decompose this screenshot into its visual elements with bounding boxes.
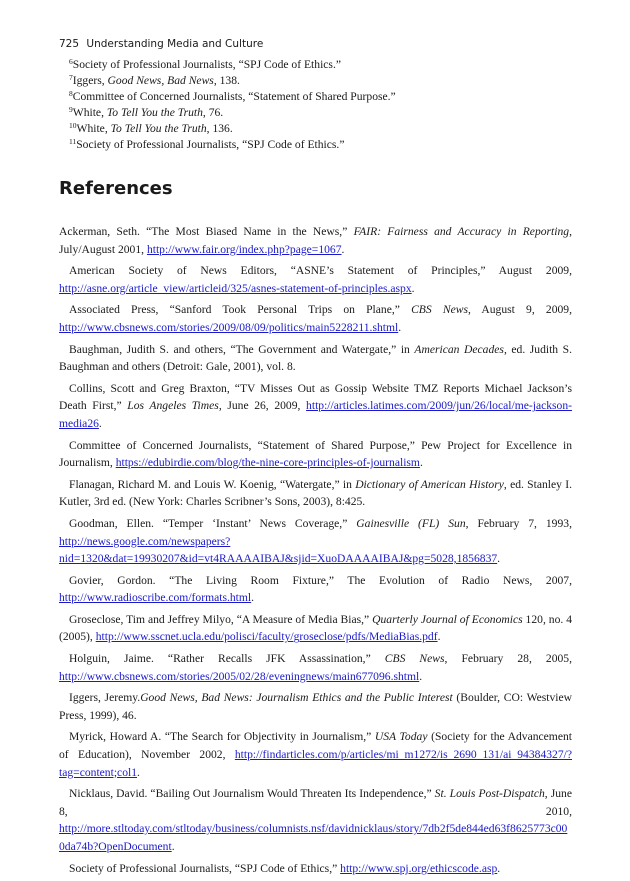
reference-text: Iggers, Jeremy.: [69, 691, 141, 705]
endnote-number: 8: [69, 89, 73, 98]
reference-link[interactable]: http://www.cbsnews.com/stories/2005/02/28/eveningnews/main677096.shtml: [59, 669, 420, 683]
reference-text: 120, no. 4 (2005),: [59, 612, 573, 644]
endnote: [69, 89, 569, 105]
reference-text: Committee of Concerned Journalists, “Statement of Shared Purpose,” Pew Project for Excellence in Journalism,: [59, 438, 572, 470]
reference-entry: [59, 437, 572, 472]
reference-text: .: [497, 552, 501, 566]
reference-text: .: [137, 765, 140, 779]
endnote-number: 11: [69, 137, 77, 146]
endnote: [69, 57, 569, 73]
reference-text: Myrick, Howard A. “The Search for Objectivity in Journalism,”: [69, 730, 375, 744]
endnote-text: , 138.: [213, 74, 240, 87]
reference-link[interactable]: https://edubirdie.com/blog/the-nine-core-principles-of-journalism: [115, 456, 420, 470]
reference-entry: [59, 223, 572, 258]
reference-text: Nicklaus, David. “Bailing Out Journalism Would Threaten Its Independence,”: [69, 787, 435, 801]
reference-text: .: [171, 840, 175, 853]
endnote-number: 9: [69, 105, 73, 114]
reference-link[interactable]: http://www.radioscribe.com/formats.html: [59, 591, 252, 605]
reference-source-title: CBS News: [411, 303, 468, 317]
endnote-text: White,: [72, 106, 107, 119]
running-header: [59, 38, 263, 50]
reference-source-title: USA Today: [374, 730, 428, 744]
reference-text: (Boulder, CO: Westview Press, 1999), 46.: [59, 691, 572, 722]
reference-entry: [59, 785, 572, 855]
reference-entry: [59, 380, 572, 433]
reference-entry: [59, 611, 572, 646]
reference-link[interactable]: http://findarticles.com/p/articles/mi_m1272/is_2690_131/ai_94384327/?tag=content;col1: [59, 748, 572, 779]
endnote-text: , 76.: [202, 106, 224, 119]
reference-text: Goodman, Ellen. “Temper ‘Instant’ News Coverage,”: [69, 516, 357, 530]
reference-text: .: [251, 591, 255, 605]
endnote-text: Iggers,: [72, 74, 108, 87]
reference-source-title: Dictionary of American History: [355, 477, 504, 491]
references-list: [59, 223, 572, 881]
reference-text: .: [419, 669, 423, 683]
endnotes-list: [69, 57, 569, 153]
reference-entry: [59, 515, 572, 568]
reference-entry: [59, 650, 572, 685]
reference-text: , ed. Judith S. Baughman and others (Detroit: Gale, 2001), vol. 8.: [59, 342, 572, 374]
reference-text: Holguin, Jaime. “Rather Recalls JFK Assassination,”: [69, 652, 385, 666]
reference-text: .: [98, 416, 102, 430]
reference-text: , ed. Stanley I. Kutler, 3rd ed. (New York: Charles Scribner’s Sons, 2003), 8:425.: [59, 477, 572, 509]
references-heading: References: [59, 178, 173, 199]
reference-source-title: CBS News: [384, 652, 445, 666]
reference-source-title: St. Louis Post-Dispatch: [434, 787, 545, 801]
reference-text: Ackerman, Seth. “The Most Biased Name in the News,”: [59, 225, 354, 238]
endnote: [69, 137, 569, 153]
reference-text: (Society for the Advancement of Education), November 2002,: [59, 730, 572, 762]
reference-text: , August 9, 2009,: [467, 303, 573, 317]
reference-text: , June 8, 2010,: [59, 787, 572, 818]
endnote: [69, 121, 569, 137]
reference-entry: [59, 728, 572, 781]
endnote: [69, 105, 569, 121]
reference-text: .: [411, 281, 415, 295]
reference-text: Society of Professional Journalists, “SPJ Code of Ethics,”: [69, 861, 341, 875]
reference-entry: [59, 341, 572, 376]
reference-text: Baughman, Judith S. and others, “The Government and Watergate,” in: [69, 342, 415, 356]
reference-text: , February 7, 1993,: [465, 516, 572, 530]
endnote: [69, 73, 569, 89]
reference-link[interactable]: http://www.spj.org/ethicscode.asp: [340, 861, 498, 875]
reference-text: , February 28, 2005,: [444, 652, 572, 666]
endnote-number: 7: [69, 73, 73, 82]
reference-text: Flanagan, Richard M. and Louis W. Koenig, “Watergate,” in: [69, 477, 356, 491]
reference-link[interactable]: http://news.google.com/newspapers?nid=1320&dat=19930207&id=vt4RAAAAIBAJ&sjid=XuoDAAAAIBAJ&pg=5028,1856837: [59, 534, 498, 566]
reference-source-title: Gainesville (FL) Sun: [356, 516, 466, 530]
reference-text: Groseclose, Tim and Jeffrey Milyo, “A Measure of Media Bias,”: [69, 612, 373, 626]
endnote-number: 10: [69, 121, 77, 130]
book-title: Understanding Media and Culture: [86, 38, 264, 50]
reference-entry: [59, 572, 572, 607]
endnote-text: , 136.: [206, 122, 233, 135]
endnote-text: White,: [76, 122, 111, 135]
reference-source-title: American Decades: [414, 342, 504, 356]
endnote-text: Society of Professional Journalists, “SPJ Code of Ethics.”: [72, 58, 341, 71]
reference-text: .: [419, 456, 423, 470]
reference-source-title: Good News, Bad News: Journalism Ethics and the Public Interest: [140, 691, 453, 705]
reference-text: , June 26, 2009,: [218, 399, 307, 413]
reference-text: Collins, Scott and Greg Braxton, “TV Misses Out as Gossip Website TMZ Reports Michael Jackson’s Death First,”: [59, 381, 572, 413]
reference-entry: [59, 301, 572, 336]
reference-link[interactable]: http://articles.latimes.com/2009/jun/26/local/me-jackson-media26: [59, 399, 572, 430]
reference-entry: [59, 476, 572, 511]
endnote-number: 6: [69, 57, 73, 66]
reference-entry: [59, 860, 572, 878]
reference-source-title: FAIR: Fairness and Accuracy in Reporting: [353, 225, 570, 238]
reference-entry: [59, 262, 572, 297]
endnote-title: To Tell You the Truth: [110, 122, 207, 135]
endnote-text: Society of Professional Journalists, “SPJ Code of Ethics.”: [76, 138, 345, 151]
endnote-title: Good News, Bad News: [107, 74, 214, 87]
reference-text: .: [437, 630, 441, 644]
reference-link[interactable]: http://www.sscnet.ucla.edu/polisci/faculty/groseclose/pdfs/MediaBias.pdf: [95, 630, 438, 644]
reference-link[interactable]: http://asne.org/article_view/articleid/325/asnes-statement-of-principles.aspx: [59, 281, 412, 295]
reference-link[interactable]: http://www.fair.org/index.php?page=1067: [146, 242, 342, 256]
endnote-text: Committee of Concerned Journalists, “Statement of Shared Purpose.”: [72, 90, 396, 103]
reference-text: Govier, Gordon. “The Living Room Fixture,” The Evolution of Radio News, 2007,: [69, 573, 572, 587]
reference-text: Associated Press, “Sanford Took Personal Trips on Plane,”: [69, 303, 412, 317]
page-number: 725: [59, 38, 80, 50]
reference-source-title: Quarterly Journal of Economics: [372, 612, 523, 626]
reference-text: .: [398, 320, 402, 334]
reference-text: .: [497, 861, 501, 875]
reference-text: American Society of News Editors, “ASNE’s Statement of Principles,” August 2009,: [69, 264, 572, 278]
reference-link[interactable]: http://more.stltoday.com/stltoday/business/columnists.nsf/davidnicklaus/story/7db2f5de844ed63f8625773c000da74b?OpenDocument: [59, 822, 568, 853]
reference-text: .: [341, 242, 345, 256]
reference-link[interactable]: http://www.cbsnews.com/stories/2009/08/09/politics/main5228211.shtml: [59, 320, 399, 334]
reference-source-title: Los Angeles Times: [127, 399, 219, 413]
reference-entry: [59, 689, 572, 724]
endnote-title: To Tell You the Truth: [106, 106, 203, 119]
reference-text: , July/August 2001,: [59, 225, 572, 256]
